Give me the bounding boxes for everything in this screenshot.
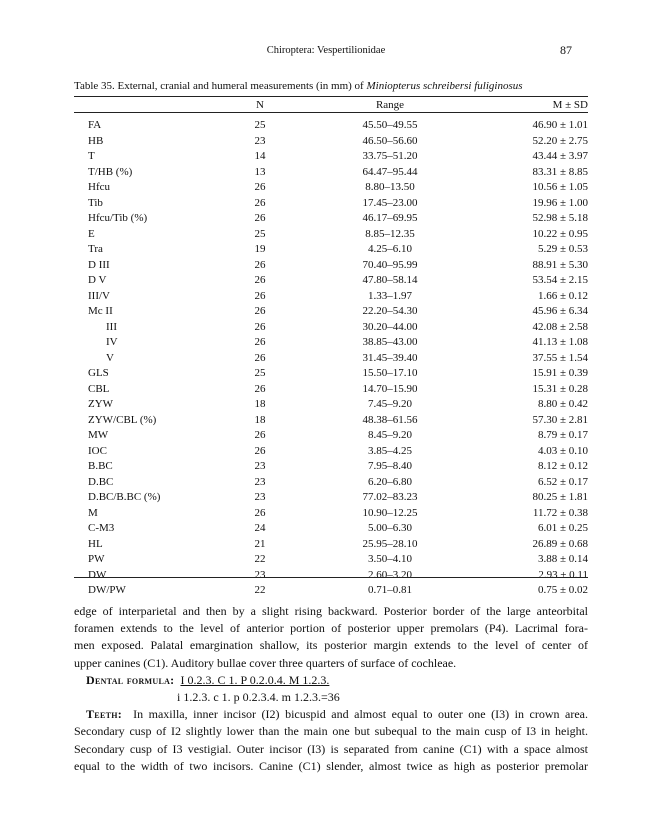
- table-row: [74, 490, 588, 506]
- body-text: [74, 603, 588, 775]
- row-label: T: [88, 150, 95, 162]
- row-label: IV: [106, 336, 118, 348]
- row-range: 3.85–4.25: [368, 444, 412, 457]
- row-msd: 42.08 ± 2.58: [532, 320, 588, 333]
- table-row: [74, 211, 588, 227]
- row-msd: 4.03 ± 0.10: [537, 444, 588, 457]
- table-row: [74, 366, 588, 382]
- row-n: 26: [254, 351, 266, 364]
- row-range: 7.45–9.20: [368, 398, 412, 410]
- row-msd: 3.88 ± 0.14: [537, 553, 588, 565]
- row-n: 23: [254, 475, 266, 488]
- row-msd: 53.54 ± 2.15: [532, 274, 588, 286]
- table-header-rule: [74, 112, 588, 113]
- row-n: 26: [254, 305, 266, 317]
- row-label: D III: [88, 258, 110, 271]
- row-label: HB: [88, 134, 104, 147]
- dental-formula-upper: I 0.2.3. C 1. P 0.2.0.4. M 1.2.3.: [180, 672, 330, 687]
- row-label: T/HB (%): [88, 165, 133, 178]
- row-n: 22: [254, 553, 266, 565]
- row-label: ZYW: [88, 398, 114, 410]
- row-n: 18: [254, 413, 266, 426]
- table-row: [74, 304, 588, 320]
- row-msd: 46.90 ± 1.01: [532, 119, 588, 131]
- row-n: 21: [254, 537, 266, 550]
- row-n: 26: [254, 181, 266, 193]
- row-label: DW/PW: [88, 584, 126, 596]
- table-row: [74, 165, 588, 181]
- row-range: 38.85–43.00: [362, 336, 418, 348]
- row-label: IOC: [88, 444, 107, 457]
- row-label: V: [106, 351, 114, 364]
- row-label: C-M3: [88, 522, 115, 534]
- row-n: 26: [254, 274, 266, 286]
- table-row: [74, 397, 588, 413]
- table-row: [74, 537, 588, 553]
- body-line: edge of interparietal and then by a slight rising backward. Posterior border of the large anteorbital: [74, 604, 588, 618]
- row-msd: 10.22 ± 0.95: [532, 227, 588, 240]
- row-msd: 1.66 ± 0.12: [537, 289, 588, 302]
- row-label: Mc II: [88, 305, 113, 317]
- row-msd: 52.98 ± 5.18: [532, 212, 588, 224]
- table-row: [74, 552, 588, 568]
- col-header-msd: M ± SD: [552, 99, 588, 111]
- row-msd: 11.72 ± 0.38: [532, 506, 588, 519]
- body-line: upper canines (C1). Auditory bullae cover three quarters of surface of cochleae.: [74, 655, 457, 670]
- table-row: [74, 180, 588, 196]
- body-line: foramen extends to the level of anterior portion of posterior upper premolars (P4). Lacrimal fora-: [74, 621, 588, 636]
- row-range: 48.38–61.56: [362, 413, 418, 426]
- row-n: 22: [254, 584, 266, 596]
- row-range: 64.47–95.44: [362, 165, 418, 178]
- row-label: GLS: [88, 367, 109, 379]
- col-header-n: N: [256, 99, 264, 111]
- row-label: MW: [88, 429, 109, 441]
- caption-species: Miniopterus schreibersi fuliginosus: [366, 80, 523, 92]
- row-label: D.BC/B.BC (%): [88, 491, 161, 503]
- row-msd: 15.31 ± 0.28: [532, 382, 588, 395]
- body-line: equal to the width of two incisors. Canine (C1) slender, almost twice as high as posterior premolar: [74, 758, 588, 773]
- row-label: D V: [88, 274, 107, 286]
- teeth-heading: Teeth:: [86, 707, 123, 722]
- row-n: 25: [254, 119, 266, 131]
- row-label: III/V: [88, 289, 110, 302]
- row-label: Hfcu/Tib (%): [88, 212, 148, 224]
- row-n: 25: [254, 227, 266, 240]
- teeth-text: In maxilla, inner incisor (I2) bicuspid and almost equal to outer one (I3) in crown area.: [133, 707, 588, 722]
- row-n: 26: [254, 212, 266, 224]
- table-bottom-rule: [74, 577, 588, 578]
- row-range: 3.50–4.10: [368, 553, 412, 565]
- table-row: [74, 382, 588, 398]
- table-row: [74, 118, 588, 134]
- row-label: Tra: [88, 243, 103, 255]
- row-n: 26: [254, 320, 266, 333]
- table-row: [74, 568, 588, 584]
- row-range: 8.85–12.35: [365, 227, 415, 240]
- row-n: 23: [254, 568, 266, 581]
- row-n: 14: [254, 150, 266, 162]
- table-row: [74, 134, 588, 150]
- row-n: 26: [254, 382, 266, 395]
- table-row: [74, 258, 588, 274]
- table-row: [74, 413, 588, 429]
- row-msd: 5.29 ± 0.53: [537, 243, 588, 255]
- row-label: HL: [88, 537, 103, 550]
- row-n: 23: [254, 491, 266, 503]
- row-range: 15.50–17.10: [362, 367, 418, 379]
- row-msd: 0.75 ± 0.02: [537, 584, 588, 596]
- row-n: 26: [254, 258, 266, 271]
- row-range: 22.20–54.30: [362, 305, 418, 317]
- row-msd: 8.12 ± 0.12: [537, 460, 588, 472]
- row-range: 47.80–58.14: [362, 274, 418, 286]
- row-range: 7.95–8.40: [368, 460, 412, 472]
- table-row: [74, 196, 588, 212]
- row-msd: 83.31 ± 8.85: [532, 165, 588, 178]
- row-range: 30.20–44.00: [362, 320, 418, 333]
- row-n: 26: [254, 336, 266, 348]
- row-range: 46.17–69.95: [362, 212, 418, 224]
- col-header-range: Range: [375, 99, 405, 111]
- body-line: men exposed. Palatal emargination shallow, its posterior margin extends to the level of center of: [74, 638, 588, 653]
- table-row: [74, 289, 588, 305]
- row-n: 24: [254, 522, 266, 534]
- table-row: [74, 444, 588, 460]
- row-range: 45.50–49.55: [362, 119, 418, 131]
- row-label: E: [88, 227, 95, 240]
- table-row: [74, 242, 588, 258]
- row-range: 8.80–13.50: [365, 181, 415, 193]
- row-msd: 26.89 ± 0.68: [532, 537, 588, 550]
- row-msd: 8.80 ± 0.42: [537, 398, 588, 410]
- table-row: [74, 149, 588, 165]
- row-range: 14.70–15.90: [362, 382, 418, 395]
- row-range: 31.45–39.40: [362, 351, 418, 364]
- row-range: 0.71–0.81: [368, 584, 412, 596]
- table-top-rule: [74, 96, 588, 97]
- table-row: [74, 583, 588, 599]
- row-msd: 37.55 ± 1.54: [532, 351, 588, 364]
- row-msd: 88.91 ± 5.30: [532, 258, 588, 271]
- row-label: B.BC: [88, 460, 113, 472]
- measurement-table-body: [74, 118, 588, 599]
- table-row: [74, 475, 588, 491]
- row-range: 10.90–12.25: [362, 506, 418, 519]
- table-header-row: [74, 99, 588, 111]
- row-n: 18: [254, 398, 266, 410]
- row-msd: 2.93 ± 0.11: [538, 568, 588, 581]
- row-label: Hfcu: [88, 181, 110, 193]
- row-msd: 43.44 ± 3.97: [532, 150, 588, 162]
- table-row: [74, 506, 588, 522]
- row-n: 26: [254, 196, 266, 209]
- row-label: FA: [88, 119, 102, 131]
- row-range: 5.00–6.30: [368, 522, 412, 534]
- row-n: 26: [254, 289, 266, 302]
- row-n: 23: [254, 460, 266, 472]
- row-range: 17.45–23.00: [362, 196, 418, 209]
- caption-text: Table 35. External, cranial and humeral measurements (in mm) of: [74, 80, 367, 92]
- row-msd: 57.30 ± 2.81: [532, 413, 588, 426]
- row-n: 13: [254, 165, 266, 178]
- row-range: 46.50–56.60: [362, 134, 418, 147]
- row-label: M: [88, 506, 98, 519]
- row-label: DW: [88, 568, 107, 581]
- table-caption: [74, 80, 594, 92]
- row-msd: 41.13 ± 1.08: [532, 336, 588, 348]
- row-range: 8.45–9.20: [368, 429, 412, 441]
- row-range: 2.60–3.20: [368, 568, 412, 581]
- running-header: Chiroptera: Vespertilionidae: [266, 45, 386, 56]
- table-row: [74, 273, 588, 289]
- row-label: PW: [88, 553, 105, 565]
- row-range: 70.40–95.99: [362, 258, 418, 271]
- page-number: 87: [560, 43, 572, 57]
- row-msd: 10.56 ± 1.05: [532, 181, 588, 193]
- row-n: 23: [254, 134, 266, 147]
- row-label: CBL: [88, 382, 110, 395]
- row-label: ZYW/CBL (%): [88, 413, 157, 426]
- row-msd: 6.52 ± 0.17: [537, 475, 588, 488]
- row-range: 6.20–6.80: [368, 475, 412, 488]
- row-range: 1.33–1.97: [368, 289, 412, 302]
- table-row: [74, 351, 588, 367]
- row-msd: 15.91 ± 0.39: [532, 367, 588, 379]
- row-label: D.BC: [88, 475, 114, 488]
- table-row: [74, 227, 588, 243]
- table-row: [74, 521, 588, 537]
- row-n: 26: [254, 506, 266, 519]
- table-row: [74, 428, 588, 444]
- teeth-paragraph-start: [74, 706, 588, 723]
- table-row: [74, 320, 588, 336]
- row-label: III: [106, 320, 117, 333]
- row-range: 25.95–28.10: [362, 537, 418, 550]
- table-row: [74, 459, 588, 475]
- row-msd: 45.96 ± 6.34: [532, 305, 588, 317]
- row-label: Tib: [88, 196, 103, 209]
- row-msd: 19.96 ± 1.00: [532, 196, 588, 209]
- dental-formula-line: [74, 672, 588, 689]
- row-n: 25: [254, 367, 266, 379]
- row-msd: 80.25 ± 1.81: [532, 491, 588, 503]
- body-line: Secondary cusp of I3 vestigial. Outer incisor (I3) is separated from canine (C1) with a space almost: [74, 741, 588, 756]
- table-row: [74, 335, 588, 351]
- row-msd: 52.20 ± 2.75: [532, 134, 588, 147]
- row-range: 77.02–83.23: [362, 491, 418, 503]
- row-range: 4.25–6.10: [368, 243, 412, 255]
- row-msd: 6.01 ± 0.25: [537, 522, 588, 534]
- row-n: 26: [254, 429, 266, 441]
- body-line: Secondary cusp of I2 slightly lower than the main one but subequal to the main cusp of I3 in height.: [74, 724, 588, 739]
- row-n: 19: [254, 243, 266, 255]
- dental-formula-heading: Dental formula:: [86, 672, 175, 687]
- dental-formula-lower: i 1.2.3. c 1. p 0.2.3.4. m 1.2.3.=36: [177, 690, 340, 705]
- row-msd: 8.79 ± 0.17: [537, 429, 588, 441]
- row-n: 26: [254, 444, 266, 457]
- row-range: 33.75–51.20: [362, 150, 418, 162]
